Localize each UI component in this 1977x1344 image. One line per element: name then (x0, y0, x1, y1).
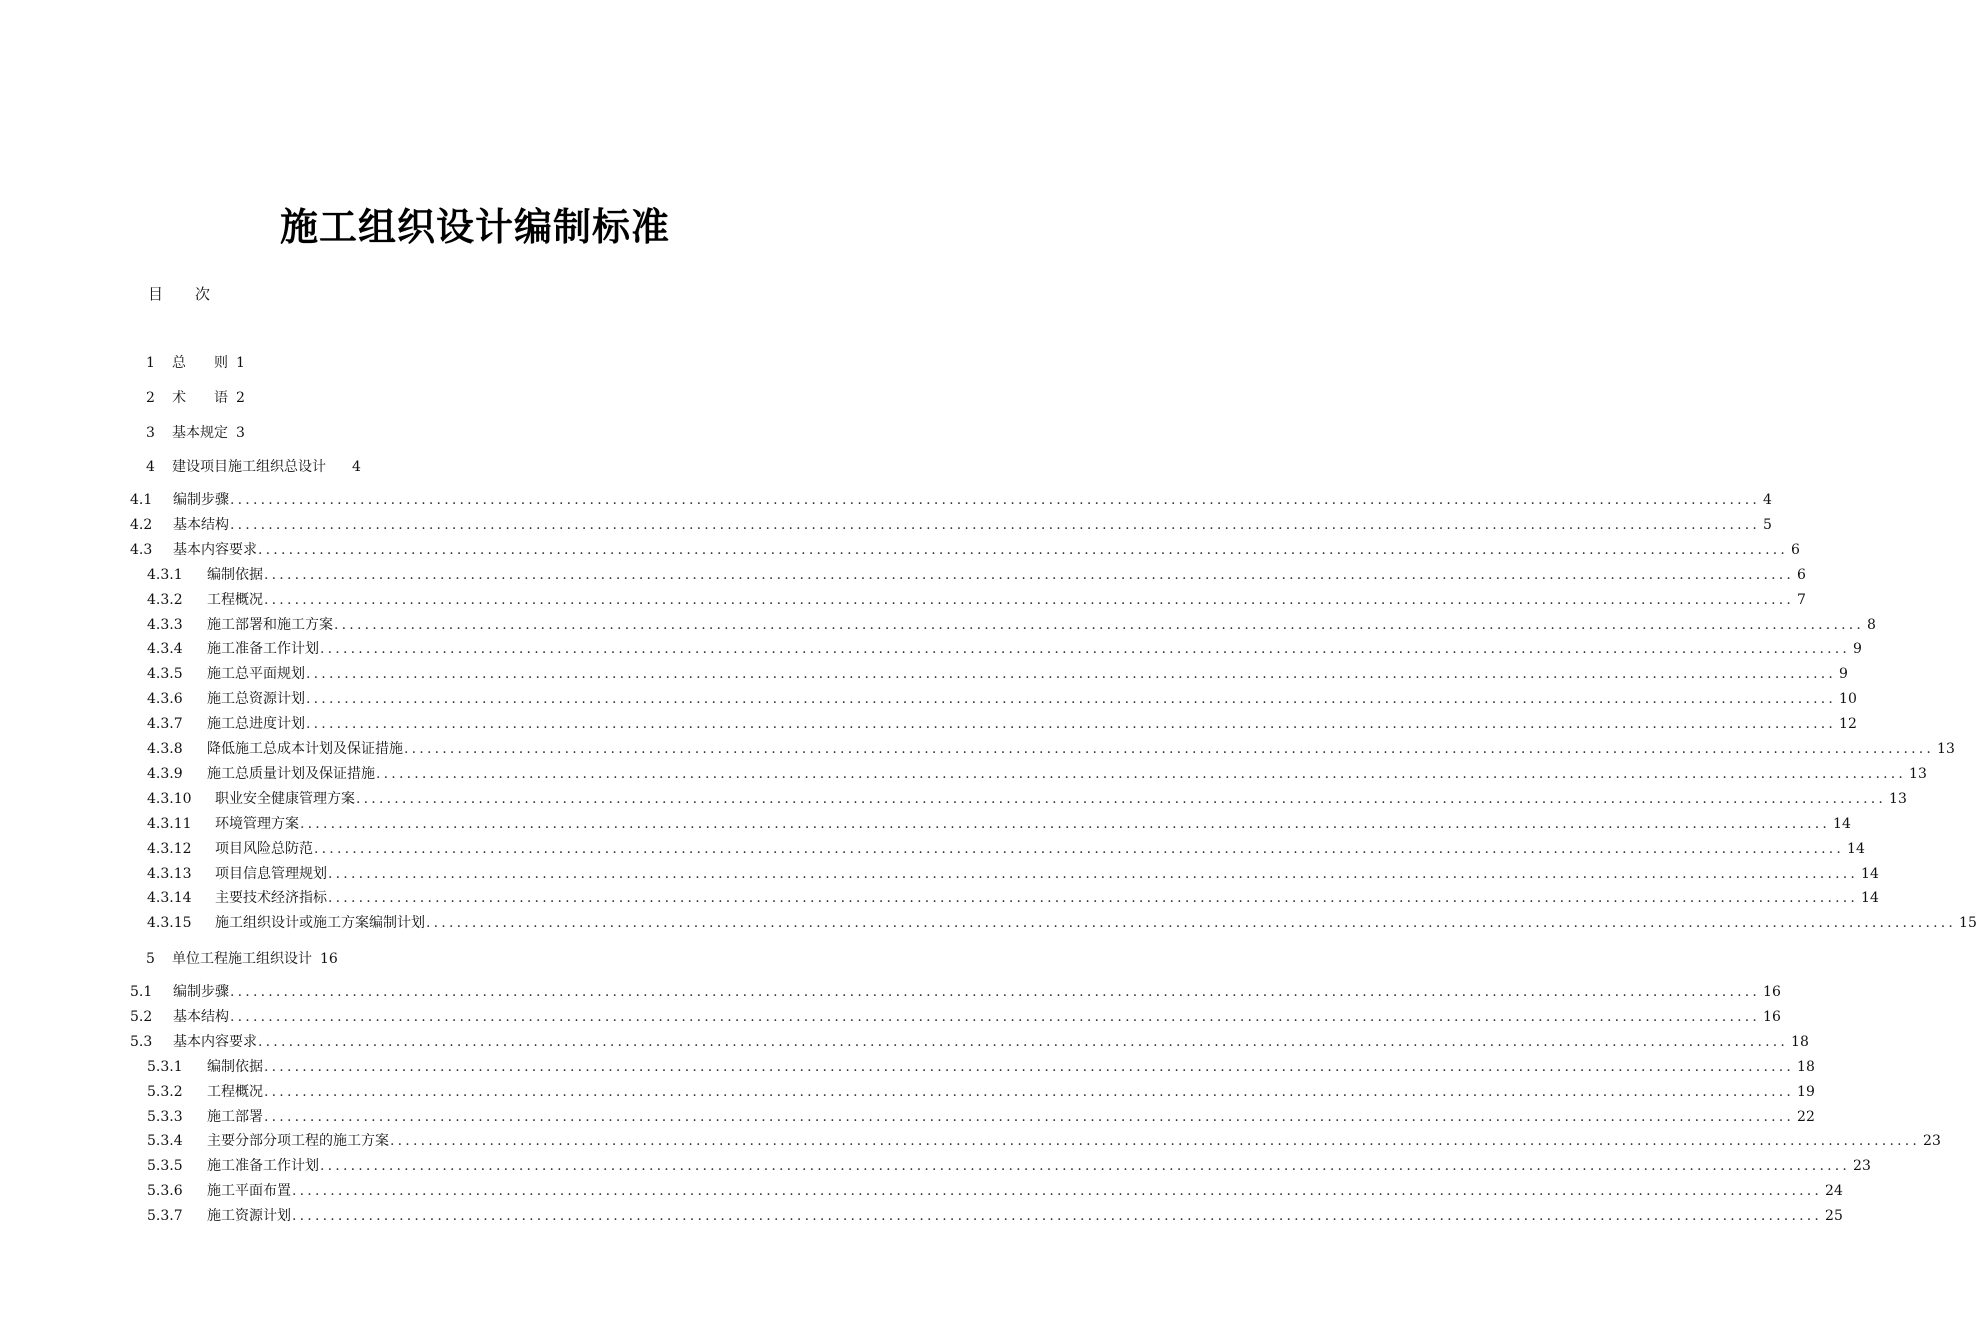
toc-entry-number: 4.3.4 (147, 641, 183, 658)
toc-entry-text: 施工资源计划 (207, 1208, 291, 1225)
toc-entry[interactable] (147, 565, 1806, 585)
toc-entry-text: 施工平面布置 (207, 1183, 291, 1200)
toc-entry-page: 8 (1867, 616, 1876, 633)
toc-entry-page: 13 (1889, 790, 1907, 807)
toc-entry-number: 4.3.6 (147, 691, 183, 708)
toc-entry[interactable] (147, 714, 1857, 734)
dot-leader: ........................................................................................................................................................................................................ (306, 666, 1837, 683)
toc-chapter-3[interactable] (146, 422, 245, 442)
toc-entry-page: 13 (1937, 741, 1955, 757)
toc-entry-page: 24 (1825, 1183, 1843, 1200)
toc-entry-number: 5.3.3 (147, 1108, 183, 1125)
toc-heading (148, 283, 210, 304)
chapter-label: 术 语 (172, 390, 228, 406)
toc-chapter-1[interactable] (146, 352, 245, 372)
toc-entry-text: 环境管理方案 (215, 815, 299, 832)
toc-entry-text: 职业安全健康管理方案 (215, 790, 355, 807)
toc-entry-text: 施工总资源计划 (207, 691, 305, 708)
toc-entry[interactable] (147, 1107, 1815, 1127)
toc-entry[interactable] (147, 664, 1848, 684)
dot-leader: ........................................................................................................................................................................................................ (230, 516, 1761, 533)
toc-entry-page: 25 (1825, 1208, 1843, 1225)
toc-entry[interactable] (130, 982, 1781, 1002)
toc-entry-number: 5.3.6 (147, 1183, 183, 1200)
chapter-label: 基本规定 (172, 425, 228, 441)
toc-entry-page: 18 (1791, 1033, 1809, 1050)
toc-entry-text: 工程概况 (207, 591, 263, 608)
toc-entry-page: 14 (1861, 890, 1879, 907)
toc-entry[interactable] (130, 1007, 1781, 1027)
toc-chapter-5[interactable] (146, 948, 338, 968)
toc-entry[interactable] (147, 1082, 1815, 1102)
dot-leader: ........................................................................................................................................................................................................ (300, 815, 1831, 832)
toc-heading-right: 次 (195, 285, 211, 303)
toc-entry-text: 项目风险总防范 (215, 840, 313, 857)
toc-entry[interactable] (147, 913, 1977, 933)
toc-entry-text: 基本结构 (173, 1008, 229, 1025)
toc-entry-number: 5.3.7 (147, 1208, 183, 1225)
toc-entry-page: 16 (1763, 1008, 1781, 1025)
toc-entry-number: 5.3.4 (147, 1133, 183, 1150)
toc-entry[interactable] (130, 540, 1800, 560)
chapter-page: 1 (236, 355, 245, 371)
dot-leader: ........................................................................................................................................................................................................ (314, 840, 1845, 857)
dot-leader: ........................................................................................................................................................................................................ (230, 1008, 1761, 1025)
dot-leader: ........................................................................................................................................................................................................ (264, 566, 1795, 583)
toc-entry-page: 14 (1833, 815, 1851, 832)
dot-leader: ........................................................................................................................................................................................................ (292, 1183, 1823, 1200)
chapter-label: 总 则 (172, 355, 228, 371)
toc-entry-text: 编制依据 (207, 1058, 263, 1075)
dot-leader: ........................................................................................................................................................................................................ (258, 1033, 1789, 1050)
toc-entry-text: 主要技术经济指标 (215, 890, 327, 907)
toc-entry[interactable] (147, 789, 1907, 809)
toc-entry[interactable] (147, 615, 1876, 635)
toc-entry-page: 15 (1959, 915, 1977, 932)
dot-leader: ........................................................................................................................................................................................................ (426, 915, 1957, 932)
toc-entry-text: 基本结构 (173, 516, 229, 533)
toc-entry-text: 施工准备工作计划 (207, 641, 319, 658)
toc-entry-page: 18 (1797, 1058, 1815, 1075)
toc-entry-page: 12 (1839, 716, 1857, 733)
dot-leader: ........................................................................................................................................................................................................ (292, 1208, 1823, 1225)
toc-chapter-4[interactable] (146, 456, 361, 476)
toc-entry-number: 4.2 (130, 516, 153, 533)
toc-entry[interactable] (147, 590, 1806, 610)
toc-entry-number: 4.3.10 (147, 790, 192, 807)
chapter-page: 4 (352, 459, 361, 475)
toc-entry[interactable] (130, 1032, 1809, 1052)
toc-entry[interactable] (130, 490, 1772, 510)
toc-entry[interactable] (147, 1057, 1815, 1077)
dot-leader: ........................................................................................................................................................................................................ (230, 984, 1761, 1000)
toc-entry-number: 4.3.3 (147, 616, 183, 633)
toc-entry-text: 施工总平面规划 (207, 666, 305, 683)
dot-leader: ........................................................................................................................................................................................................ (320, 641, 1851, 658)
dot-leader: ........................................................................................................................................................................................................ (306, 716, 1837, 733)
chapter-page: 2 (236, 390, 245, 406)
toc-entry[interactable] (147, 839, 1865, 859)
chapter-label: 单位工程施工组织设计 (172, 951, 312, 967)
chapter-number: 2 (146, 390, 155, 406)
toc-entry-number: 4.3.5 (147, 666, 183, 683)
toc-entry-number: 4.3.2 (147, 591, 183, 608)
dot-leader: ........................................................................................................................................................................................................ (264, 1108, 1795, 1125)
toc-entry-number: 5.3.1 (147, 1058, 183, 1075)
dot-leader: ........................................................................................................................................................................................................ (306, 691, 1837, 708)
toc-entry-text: 施工准备工作计划 (207, 1158, 319, 1175)
toc-entry-page: 23 (1923, 1133, 1941, 1150)
toc-entry[interactable] (147, 764, 1927, 784)
toc-entry[interactable] (147, 1206, 1843, 1226)
toc-entry-number: 4.3.9 (147, 765, 183, 782)
toc-entry-text: 基本内容要求 (173, 541, 257, 558)
toc-entry-text: 项目信息管理规划 (215, 865, 327, 882)
toc-chapter-2[interactable] (146, 387, 245, 407)
toc-entry-text: 施工总进度计划 (207, 716, 305, 733)
toc-entry-text: 施工部署和施工方案 (207, 616, 333, 633)
chapter-number: 1 (146, 355, 155, 371)
toc-entry-number: 5.3 (130, 1033, 153, 1050)
chapter-number: 5 (146, 951, 155, 967)
chapter-page: 3 (236, 425, 245, 441)
toc-entry-text: 降低施工总成本计划及保证措施 (207, 741, 403, 757)
toc-entry-page: 4 (1763, 492, 1772, 508)
chapter-page: 16 (320, 951, 338, 967)
toc-entry-number: 5.2 (130, 1008, 153, 1025)
chapter-number: 4 (146, 459, 155, 475)
toc-entry-text: 主要分部分项工程的施工方案 (207, 1133, 389, 1150)
dot-leader: ........................................................................................................................................................................................................ (356, 790, 1887, 807)
toc-entry[interactable] (147, 1131, 1941, 1151)
toc-entry-number: 4.3 (130, 541, 153, 558)
toc-entry-text: 施工部署 (207, 1108, 263, 1125)
toc-entry-page: 5 (1763, 516, 1772, 533)
toc-entry-page: 19 (1797, 1083, 1815, 1100)
dot-leader: ........................................................................................................................................................................................................ (334, 616, 1865, 633)
toc-entry-number: 4.3.15 (147, 915, 192, 932)
toc-entry-page: 14 (1847, 840, 1865, 857)
chapter-label: 建设项目施工组织总设计 (172, 459, 326, 475)
toc-entry-number: 5.3.5 (147, 1158, 183, 1175)
toc-entry-number: 4.3.11 (147, 815, 192, 832)
toc-entry-text: 基本内容要求 (173, 1033, 257, 1050)
dot-leader: ........................................................................................................................................................................................................ (320, 1158, 1851, 1175)
toc-entry-page: 13 (1909, 765, 1927, 782)
dot-leader: ........................................................................................................................................................................................................ (328, 890, 1859, 907)
toc-entry-text: 编制步骤 (173, 492, 229, 508)
toc-entry-page: 6 (1797, 566, 1806, 583)
toc-entry-text: 施工组织设计或施工方案编制计划 (215, 915, 425, 932)
toc-heading-left: 目 (148, 285, 164, 303)
toc-entry[interactable] (147, 814, 1851, 834)
toc-entry-page: 23 (1853, 1158, 1871, 1175)
toc-entry-page: 7 (1797, 591, 1806, 608)
toc-entry[interactable] (147, 739, 1955, 759)
dot-leader: ........................................................................................................................................................................................................ (230, 492, 1761, 508)
toc-entry-number: 4.3.12 (147, 840, 192, 857)
toc-entry-number: 4.1 (130, 492, 153, 508)
chapter-number: 3 (146, 425, 155, 441)
toc-entry[interactable] (147, 864, 1879, 884)
toc-entry-number: 4.3.8 (147, 741, 183, 757)
toc-entry[interactable] (130, 515, 1772, 535)
toc-entry[interactable] (147, 1156, 1871, 1176)
toc-entry-page: 16 (1763, 984, 1781, 1000)
toc-entry-text: 工程概况 (207, 1083, 263, 1100)
toc-entry[interactable] (147, 1181, 1843, 1201)
toc-entry-number: 4.3.14 (147, 890, 192, 907)
toc-entry-page: 14 (1861, 865, 1879, 882)
toc-entry-text: 编制步骤 (173, 984, 229, 1000)
toc-entry[interactable] (147, 689, 1857, 709)
toc-entry-page: 9 (1839, 666, 1848, 683)
toc-entry-number: 4.3.7 (147, 716, 183, 733)
document-title: 施工组织设计编制标准 (279, 205, 670, 249)
toc-entry-number: 5.1 (130, 984, 153, 1000)
toc-entry-page: 10 (1839, 691, 1857, 708)
dot-leader: ........................................................................................................................................................................................................ (264, 591, 1795, 608)
toc-entry-page: 22 (1797, 1108, 1815, 1125)
toc-entry-number: 5.3.2 (147, 1083, 183, 1100)
dot-leader: ........................................................................................................................................................................................................ (404, 741, 1935, 757)
toc-entry[interactable] (147, 639, 1862, 659)
dot-leader: ........................................................................................................................................................................................................ (264, 1058, 1795, 1075)
dot-leader: ........................................................................................................................................................................................................ (264, 1083, 1795, 1100)
toc-entry-text: 编制依据 (207, 566, 263, 583)
toc-entry-number: 4.3.1 (147, 566, 183, 583)
toc-entry-text: 施工总质量计划及保证措施 (207, 765, 375, 782)
dot-leader: ........................................................................................................................................................................................................ (328, 865, 1859, 882)
toc-entry-number: 4.3.13 (147, 865, 192, 882)
dot-leader: ........................................................................................................................................................................................................ (258, 541, 1789, 558)
dot-leader: ........................................................................................................................................................................................................ (376, 765, 1907, 782)
dot-leader: ........................................................................................................................................................................................................ (390, 1133, 1921, 1150)
toc-entry-page: 6 (1791, 541, 1800, 558)
toc-entry-page: 9 (1853, 641, 1862, 658)
toc-entry[interactable] (147, 888, 1879, 908)
